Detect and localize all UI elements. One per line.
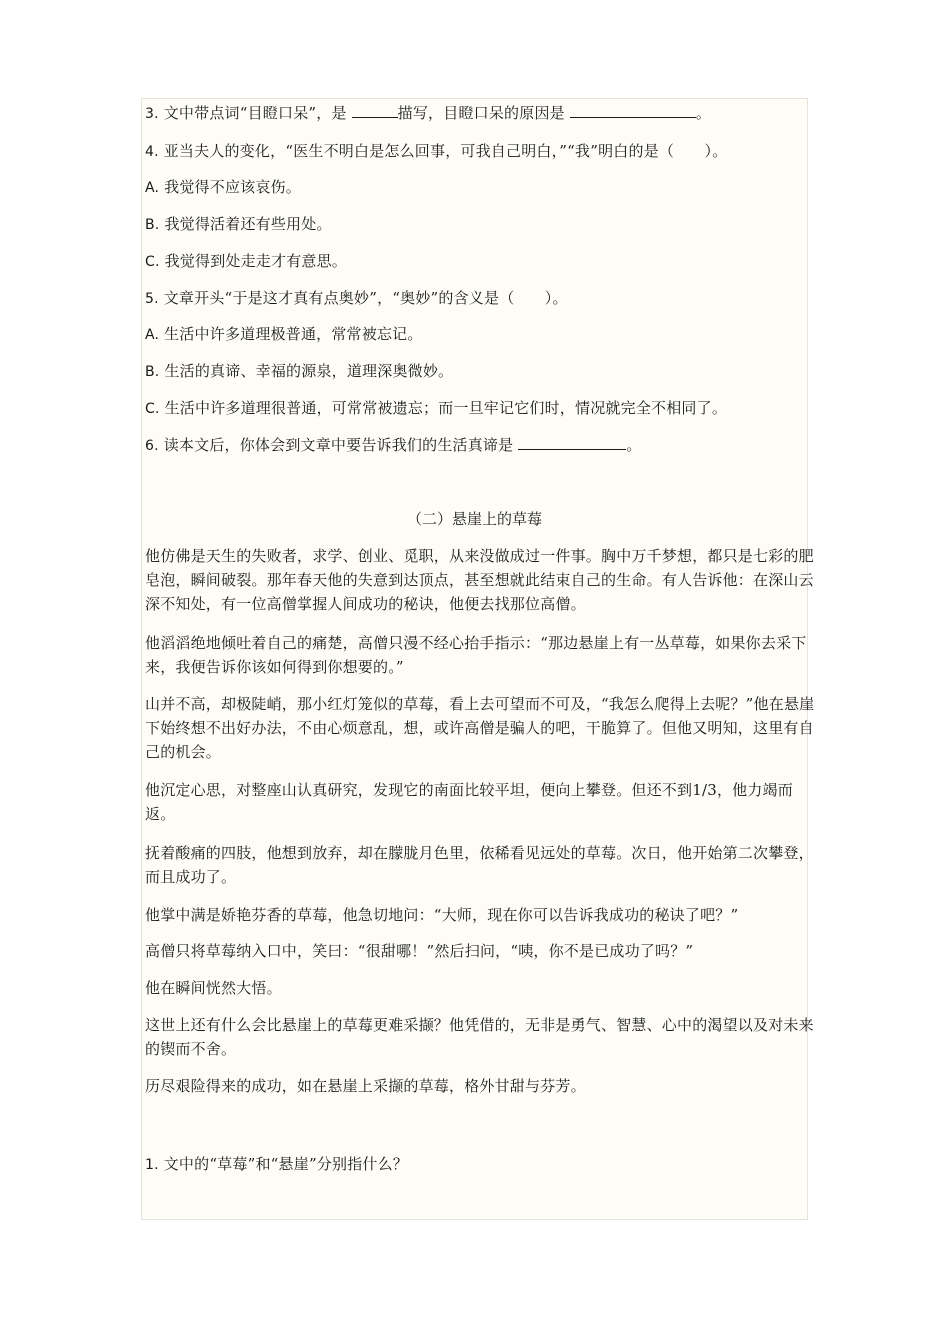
option-text: 我觉得活着还有些用处。 bbox=[164, 215, 332, 233]
option-b[interactable] bbox=[145, 212, 821, 237]
option-text: 生活中许多道理极普通，常常被忘记。 bbox=[164, 325, 423, 343]
passage-paragraph: 他在瞬间恍然大悟。 bbox=[145, 979, 282, 997]
option-text: 我觉得到处走走才有意思。 bbox=[164, 252, 348, 270]
option-b[interactable] bbox=[145, 359, 821, 384]
question-text: 。 bbox=[626, 436, 642, 454]
answer-blank[interactable] bbox=[352, 103, 398, 118]
question-1 bbox=[145, 1152, 821, 1177]
answer-blank[interactable] bbox=[518, 435, 626, 450]
option-letter: C. bbox=[145, 401, 160, 417]
question-number: 4. bbox=[145, 144, 159, 160]
option-text: 生活的真谛、幸福的源泉，道理深奥微妙。 bbox=[164, 362, 454, 380]
question-text: 文章开头“于是这才真有点奥妙”，“奥妙”的含义是（ ）。 bbox=[163, 289, 568, 307]
section-title: （二）悬崖上的草莓 bbox=[406, 510, 542, 528]
option-a[interactable] bbox=[145, 175, 821, 200]
passage-paragraph: 这世上还有什么会比悬崖上的草莓更难采撷？他凭借的，无非是勇气、智慧、心中的渴望以及对未来的锲而不舍。 bbox=[145, 1016, 814, 1058]
option-letter: B. bbox=[145, 364, 160, 380]
question-text: 描写，目瞪口呆的原因是 bbox=[397, 104, 565, 122]
option-text: 生活中许多道理很普通，可常常被遗忘；而一旦牢记它们时，情况就完全不相同了。 bbox=[164, 399, 728, 417]
question-text: 亚当夫人的变化，“医生不明白是怎么回事，可我自己明白，”“我”明白的是（ ）。 bbox=[163, 142, 728, 160]
option-letter: B. bbox=[145, 217, 160, 233]
passage-paragraph: 他仿佛是天生的失败者，求学、创业、觅职，从来没做成过一件事。胸中万千梦想，都只是七彩的肥皂泡，瞬间破裂。那年春天他的失意到达顶点，甚至想就此结束自己的生命。有人告诉他：在深山云深不知处，有一位高僧掌握人间成功的秘诀，他便去找那位高僧。 bbox=[145, 547, 814, 613]
passage-paragraph: 高僧只将草莓纳入口中，笑曰：“很甜哪！”然后扫问，“咦，你不是已成功了吗？” bbox=[145, 942, 694, 960]
question-number: 1. bbox=[145, 1157, 159, 1173]
question-text: 文中的“草莓”和“悬崖”分别指什么？ bbox=[163, 1155, 409, 1173]
question-number: 6. bbox=[145, 438, 159, 454]
question-3 bbox=[145, 101, 821, 126]
question-text: 文中带点词“目瞪口呆”，是 bbox=[163, 104, 347, 122]
question-5 bbox=[145, 286, 821, 311]
passage-paragraph: 他滔滔绝地倾吐着自己的痛楚，高僧只漫不经心抬手指示：“那边悬崖上有一丛草莓，如果你去采下来，我便告诉你该如何得到你想要的。” bbox=[145, 634, 807, 676]
question-text: 。 bbox=[695, 104, 712, 122]
option-letter: C. bbox=[145, 254, 160, 270]
passage-paragraph: 他掌中满是娇艳芬香的草莓，他急切地问：“大师，现在你可以告诉我成功的秘诀了吧？” bbox=[145, 906, 739, 924]
option-c[interactable] bbox=[145, 249, 821, 274]
question-text: 读本文后，你体会到文章中要告诉我们的生活真谛是 bbox=[163, 436, 514, 454]
option-letter: A. bbox=[145, 327, 160, 343]
question-4 bbox=[145, 139, 821, 164]
answer-blank[interactable] bbox=[570, 103, 696, 118]
passage-paragraph: 抚着酸痛的四肢，他想到放弃，却在朦胧月色里，依稀看见远处的草莓。次日，他开始第二次攀登，而且成功了。 bbox=[145, 844, 814, 886]
option-text: 我觉得不应该哀伤。 bbox=[164, 178, 301, 196]
option-letter: A. bbox=[145, 180, 160, 196]
option-c[interactable] bbox=[145, 396, 821, 421]
question-number: 3. bbox=[145, 106, 159, 122]
passage-paragraph: 历尽艰险得来的成功，如在悬崖上采撷的草莓，格外甘甜与芬芳。 bbox=[145, 1077, 586, 1095]
question-number: 5. bbox=[145, 291, 159, 307]
option-a[interactable] bbox=[145, 322, 821, 347]
question-6 bbox=[145, 433, 821, 458]
passage-paragraph: 山并不高，却极陡峭，那小红灯笼似的草莓，看上去可望而不可及，“我怎么爬得上去呢？”他在悬崖下始终想不出好办法，不由心烦意乱，想，或许高僧是骗人的吧，干脆算了。但他又明知，这里有自己的机会。 bbox=[145, 695, 815, 761]
passage-paragraph: 他沉定心思，对整座山认真研究，发现它的南面比较平坦，便向上攀登。但还不到1/3，他力竭而返。 bbox=[145, 781, 793, 823]
